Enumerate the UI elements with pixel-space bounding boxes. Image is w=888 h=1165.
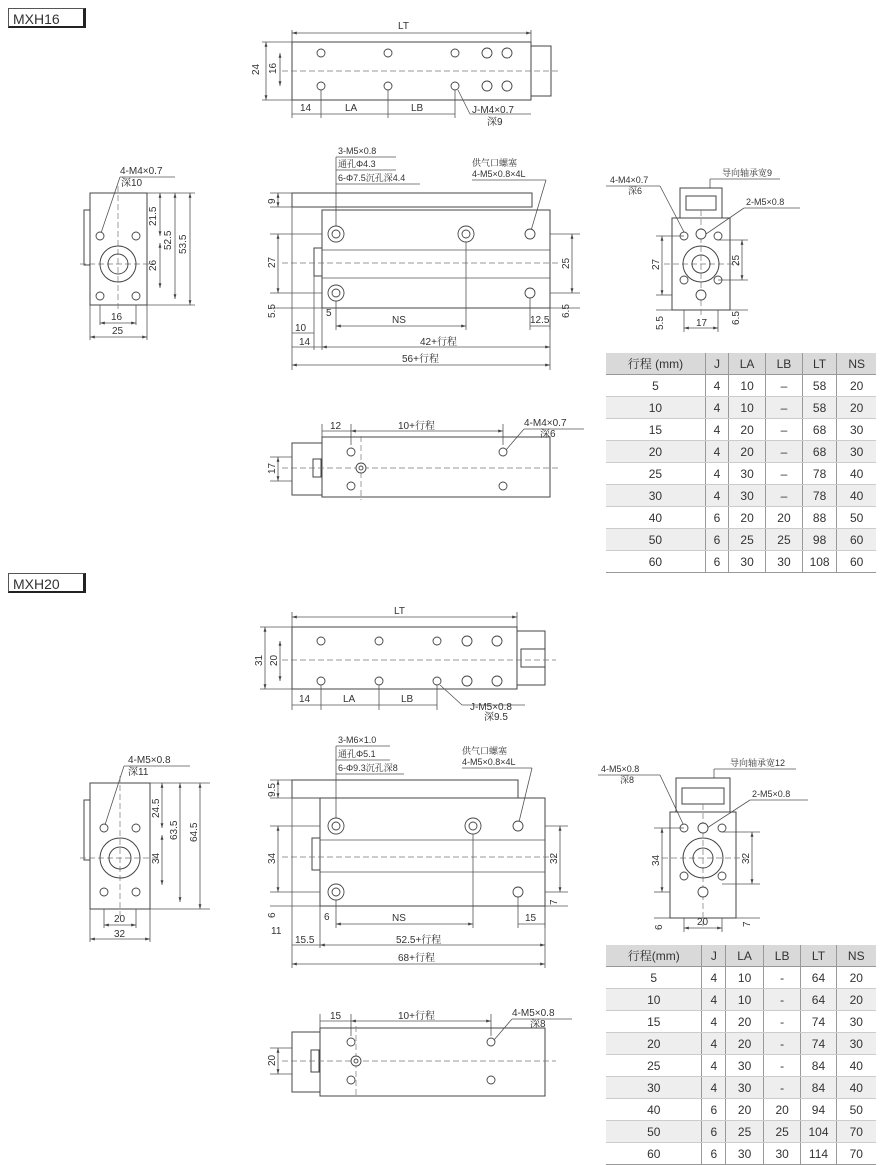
- dimension-label: 供气口螺塞: [472, 158, 518, 168]
- table-cell: -: [763, 1077, 801, 1099]
- dimension-label: 52.5+行程: [396, 935, 442, 946]
- table-cell: 84: [801, 1077, 836, 1099]
- table-cell: 25: [606, 463, 705, 485]
- mxh16-right-view: [606, 167, 800, 332]
- mxh16-side-view: [267, 146, 580, 370]
- col-j: J: [705, 353, 728, 375]
- table-cell: 70: [836, 1121, 876, 1143]
- dimension-label: 9.5: [267, 783, 278, 797]
- dimension-label: 24.5: [151, 798, 162, 818]
- table-row: [606, 397, 876, 419]
- model-tag-mxh20: MXH20: [8, 573, 86, 593]
- table-cell: 78: [802, 463, 836, 485]
- col-stroke: 行程 (mm): [606, 353, 705, 375]
- table-cell: 40: [836, 1077, 876, 1099]
- table-cell: 20: [726, 1099, 764, 1121]
- table-cell: 114: [801, 1143, 836, 1165]
- table-cell: 20: [763, 1099, 801, 1121]
- dimension-label: 6.5: [731, 311, 742, 325]
- table-row: [606, 1143, 876, 1165]
- table-cell: –: [766, 463, 803, 485]
- table-cell: 20: [837, 375, 876, 397]
- dimension-label: 32: [114, 929, 126, 940]
- table-cell: 30: [763, 1143, 801, 1165]
- dimension-label: 4-M5×0.8×4L: [462, 757, 516, 767]
- table-cell: 15: [606, 1011, 702, 1033]
- table-cell: 98: [802, 529, 836, 551]
- dimension-label: 3-M6×1.0: [338, 735, 377, 745]
- table-cell: 4: [705, 441, 728, 463]
- table-row: [606, 375, 876, 397]
- dimension-label: J-M4×0.7: [472, 105, 514, 116]
- mxh20-table-body: [606, 967, 876, 1165]
- col-ns: NS: [837, 353, 876, 375]
- mxh20-bottom-view: [267, 1008, 572, 1098]
- col-la: LA: [726, 945, 764, 967]
- dimension-label: J-M5×0.8: [470, 702, 512, 713]
- table-cell: 10: [729, 375, 766, 397]
- table-cell: 6: [702, 1121, 726, 1143]
- table-cell: 4: [705, 485, 728, 507]
- dimension-label: 14: [299, 337, 311, 348]
- mxh20-side-view: [267, 735, 568, 968]
- dimension-label: 深6: [540, 429, 556, 440]
- table-cell: –: [766, 419, 803, 441]
- table-cell: 30: [837, 419, 876, 441]
- dimension-label: 深8: [620, 775, 635, 785]
- table-cell: -: [763, 1055, 801, 1077]
- table-cell: 4: [705, 463, 728, 485]
- dimension-label: 24: [251, 63, 262, 75]
- table-cell: 70: [836, 1143, 876, 1165]
- dimension-label: 26: [148, 259, 159, 271]
- table-cell: 20: [729, 419, 766, 441]
- table-cell: –: [766, 375, 803, 397]
- table-cell: 50: [836, 1099, 876, 1121]
- dimension-label: 9: [267, 198, 278, 204]
- table-cell: 88: [802, 507, 836, 529]
- table-row: [606, 967, 876, 989]
- dimension-label: 6: [267, 912, 278, 918]
- table-row: [606, 441, 876, 463]
- table-cell: 20: [729, 441, 766, 463]
- table-cell: 30: [729, 551, 766, 573]
- dimension-label: 深9: [487, 117, 503, 128]
- dimension-label: 42+行程: [420, 337, 457, 348]
- mxh20-spec-table: [606, 945, 876, 1165]
- dimension-label: 20: [114, 914, 126, 925]
- table-row: [606, 1099, 876, 1121]
- dimension-label: 7: [549, 899, 560, 905]
- col-j: J: [702, 945, 726, 967]
- table-cell: 30: [726, 1077, 764, 1099]
- dimension-label: 16: [268, 62, 279, 74]
- col-lb: LB: [766, 353, 803, 375]
- col-la: LA: [729, 353, 766, 375]
- dimension-label: 52.5: [163, 230, 174, 250]
- table-cell: 25: [763, 1121, 801, 1143]
- dimension-label: 深8: [530, 1019, 546, 1030]
- dimension-label: 20: [267, 1054, 278, 1066]
- dimension-label: 6-Φ7.5沉孔深4.4: [338, 173, 406, 183]
- table-cell: -: [763, 1011, 801, 1033]
- table-cell: 84: [801, 1055, 836, 1077]
- dimension-label: 32: [549, 852, 560, 864]
- dimension-label: 6-Φ9.3沉孔深8: [338, 763, 398, 773]
- dimension-label: 20: [697, 917, 709, 928]
- table-cell: 30: [729, 485, 766, 507]
- dimension-label: 34: [267, 852, 278, 864]
- table-cell: 6: [705, 551, 728, 573]
- table-cell: 20: [726, 1011, 764, 1033]
- table-header-row: [606, 945, 876, 967]
- table-cell: –: [766, 441, 803, 463]
- table-cell: 60: [837, 551, 876, 573]
- mxh16-top-view: [251, 21, 560, 128]
- dimension-label: 15: [330, 1011, 342, 1022]
- table-cell: 6: [702, 1099, 726, 1121]
- dimension-label: 14: [299, 694, 311, 705]
- dimension-label: 14: [300, 103, 312, 114]
- table-cell: 4: [702, 989, 726, 1011]
- dimension-label: 25: [112, 326, 124, 337]
- dimension-label: 68+行程: [398, 953, 435, 964]
- dimension-label: 深11: [128, 767, 149, 778]
- table-cell: 30: [836, 1033, 876, 1055]
- table-cell: 30: [836, 1011, 876, 1033]
- dimension-label: 16: [111, 312, 123, 323]
- dimension-label: 4-M5×0.8: [512, 1008, 555, 1019]
- dimension-label: 63.5: [169, 820, 180, 840]
- table-row: [606, 989, 876, 1011]
- dimension-label: 15.5: [295, 935, 315, 946]
- table-header-row: [606, 353, 876, 375]
- table-cell: 78: [802, 485, 836, 507]
- dimension-label: 11: [271, 926, 282, 937]
- dimension-label: LB: [411, 103, 424, 114]
- table-cell: 30: [606, 1077, 702, 1099]
- dimension-label: 通孔Φ5.1: [338, 749, 376, 759]
- mxh16-spec-table: [606, 353, 876, 573]
- table-cell: 40: [837, 463, 876, 485]
- dimension-label: 6.5: [561, 304, 572, 318]
- dimension-label: 31: [254, 654, 265, 666]
- table-row: [606, 1033, 876, 1055]
- table-row: [606, 419, 876, 441]
- col-lt: LT: [801, 945, 836, 967]
- dimension-label: 10: [295, 323, 307, 334]
- table-cell: 40: [606, 1099, 702, 1121]
- dimension-label: 53.5: [178, 234, 189, 254]
- dimension-label: 4-M5×0.8: [601, 764, 640, 774]
- table-cell: 104: [801, 1121, 836, 1143]
- table-cell: 30: [726, 1143, 764, 1165]
- dimension-label: 2-M5×0.8: [752, 789, 791, 799]
- table-cell: 5: [606, 967, 702, 989]
- table-cell: -: [763, 989, 801, 1011]
- mxh16-table-body: [606, 375, 876, 573]
- dimension-label: 6: [654, 924, 665, 930]
- mxh16-end-view: [80, 166, 195, 340]
- table-cell: 4: [705, 397, 728, 419]
- dimension-label: 2-M5×0.8: [746, 197, 785, 207]
- dimension-label: 7: [742, 921, 753, 927]
- dimension-label: 12.5: [530, 315, 550, 326]
- table-cell: 10: [606, 397, 705, 419]
- dimension-label: 4-M4×0.7: [610, 175, 649, 185]
- dimension-label: 5: [326, 308, 332, 319]
- table-cell: -: [763, 967, 801, 989]
- table-cell: 15: [606, 419, 705, 441]
- table-cell: 40: [606, 507, 705, 529]
- dimension-label: 通孔Φ4.3: [338, 159, 376, 169]
- table-cell: 30: [729, 463, 766, 485]
- dimension-label: 17: [696, 318, 708, 329]
- table-cell: 4: [705, 375, 728, 397]
- table-cell: 4: [705, 419, 728, 441]
- table-cell: 50: [606, 1121, 702, 1143]
- dimension-label: 深9.5: [484, 712, 508, 723]
- mxh20-top-view: [254, 606, 556, 723]
- dimension-label: 5.5: [267, 304, 278, 318]
- table-cell: 6: [705, 507, 728, 529]
- dimension-label: 34: [651, 854, 662, 866]
- table-cell: 25: [729, 529, 766, 551]
- table-cell: 20: [726, 1033, 764, 1055]
- table-row: [606, 1121, 876, 1143]
- table-cell: 64: [801, 989, 836, 1011]
- table-cell: 74: [801, 1011, 836, 1033]
- table-cell: 20: [836, 967, 876, 989]
- table-cell: -: [763, 1033, 801, 1055]
- dimension-label: 27: [651, 258, 662, 270]
- mxh16-top-holes: [317, 48, 512, 91]
- table-cell: 20: [606, 441, 705, 463]
- table-cell: 20: [837, 397, 876, 419]
- dimension-label: 4-M5×0.8×4L: [472, 169, 526, 179]
- table-cell: 4: [702, 967, 726, 989]
- dimension-label: 27: [267, 256, 278, 268]
- dimension-label: 56+行程: [402, 354, 439, 365]
- dimension-label: LB: [401, 694, 414, 705]
- table-cell: 6: [702, 1143, 726, 1165]
- dimension-label: 10+行程: [398, 1011, 435, 1022]
- table-cell: 50: [606, 529, 705, 551]
- table-cell: 20: [729, 507, 766, 529]
- table-cell: 94: [801, 1099, 836, 1121]
- dimension-label: 32: [741, 852, 752, 864]
- dimension-label: NS: [392, 315, 406, 326]
- table-cell: 20: [766, 507, 803, 529]
- dimension-label: 15: [525, 913, 537, 924]
- mxh16-top-lt: LT: [398, 21, 409, 32]
- table-row: [606, 529, 876, 551]
- dimension-label: 4-M4×0.7: [120, 166, 163, 177]
- table-cell: 4: [702, 1033, 726, 1055]
- dimension-label: 25: [561, 257, 572, 269]
- table-cell: 74: [801, 1033, 836, 1055]
- dimension-label: LA: [343, 694, 356, 705]
- dimension-label: LT: [394, 606, 405, 617]
- table-cell: 25: [766, 529, 803, 551]
- table-cell: 25: [606, 1055, 702, 1077]
- table-cell: 10: [726, 967, 764, 989]
- dimension-label: 3-M5×0.8: [338, 146, 377, 156]
- col-ns: NS: [836, 945, 876, 967]
- table-cell: 6: [705, 529, 728, 551]
- table-cell: 50: [837, 507, 876, 529]
- mxh16-bottom-view: [267, 418, 584, 500]
- dimension-label: 17: [267, 462, 278, 474]
- dimension-label: 深6: [628, 186, 643, 196]
- table-row: [606, 1077, 876, 1099]
- table-cell: 40: [837, 485, 876, 507]
- table-cell: 58: [802, 397, 836, 419]
- dimension-label: 导向轴承宽9: [722, 168, 773, 178]
- dimension-label: 64.5: [189, 822, 200, 842]
- table-cell: 10: [729, 397, 766, 419]
- table-row: [606, 507, 876, 529]
- table-cell: 108: [802, 551, 836, 573]
- table-cell: 10: [606, 989, 702, 1011]
- dimension-label: NS: [392, 913, 406, 924]
- mxh20-end-view: [80, 755, 210, 942]
- col-stroke: 行程(mm): [606, 945, 702, 967]
- table-cell: 20: [836, 989, 876, 1011]
- table-cell: 60: [606, 1143, 702, 1165]
- table-cell: 4: [702, 1011, 726, 1033]
- table-cell: 4: [702, 1077, 726, 1099]
- table-cell: 40: [836, 1055, 876, 1077]
- table-cell: 60: [837, 529, 876, 551]
- dimension-label: 深10: [121, 178, 143, 189]
- table-cell: 20: [606, 1033, 702, 1055]
- table-cell: 58: [802, 375, 836, 397]
- dimension-label: LA: [345, 103, 358, 114]
- dimension-label: 25: [731, 254, 742, 266]
- table-cell: 60: [606, 551, 705, 573]
- table-cell: 30: [837, 441, 876, 463]
- col-lb: LB: [763, 945, 801, 967]
- col-lt: LT: [802, 353, 836, 375]
- table-row: [606, 1011, 876, 1033]
- dimension-label: 10+行程: [398, 421, 435, 432]
- dimension-label: 12: [330, 421, 342, 432]
- dimension-label: 供气口螺塞: [462, 746, 508, 756]
- table-cell: 68: [802, 441, 836, 463]
- table-cell: 30: [726, 1055, 764, 1077]
- table-cell: 30: [606, 485, 705, 507]
- dimension-label: 5.5: [655, 316, 666, 330]
- table-cell: 68: [802, 419, 836, 441]
- dimension-label: 导向轴承宽12: [730, 758, 786, 768]
- table-cell: 25: [726, 1121, 764, 1143]
- table-row: [606, 1055, 876, 1077]
- table-cell: –: [766, 397, 803, 419]
- table-row: [606, 551, 876, 573]
- table-cell: 4: [702, 1055, 726, 1077]
- table-cell: 10: [726, 989, 764, 1011]
- dimension-label: 21.5: [148, 206, 159, 226]
- table-cell: 5: [606, 375, 705, 397]
- table-cell: 64: [801, 967, 836, 989]
- dimension-label: 4-M4×0.7: [524, 418, 567, 429]
- mxh20-right-view: [598, 757, 808, 932]
- dimension-label: 4-M5×0.8: [128, 755, 171, 766]
- model-tag-mxh16: MXH16: [8, 8, 86, 28]
- table-row: [606, 485, 876, 507]
- table-cell: –: [766, 485, 803, 507]
- table-cell: 30: [766, 551, 803, 573]
- dimension-label: 34: [151, 852, 162, 864]
- dimension-label: 20: [269, 654, 280, 666]
- dimension-label: 6: [324, 912, 330, 923]
- table-row: [606, 463, 876, 485]
